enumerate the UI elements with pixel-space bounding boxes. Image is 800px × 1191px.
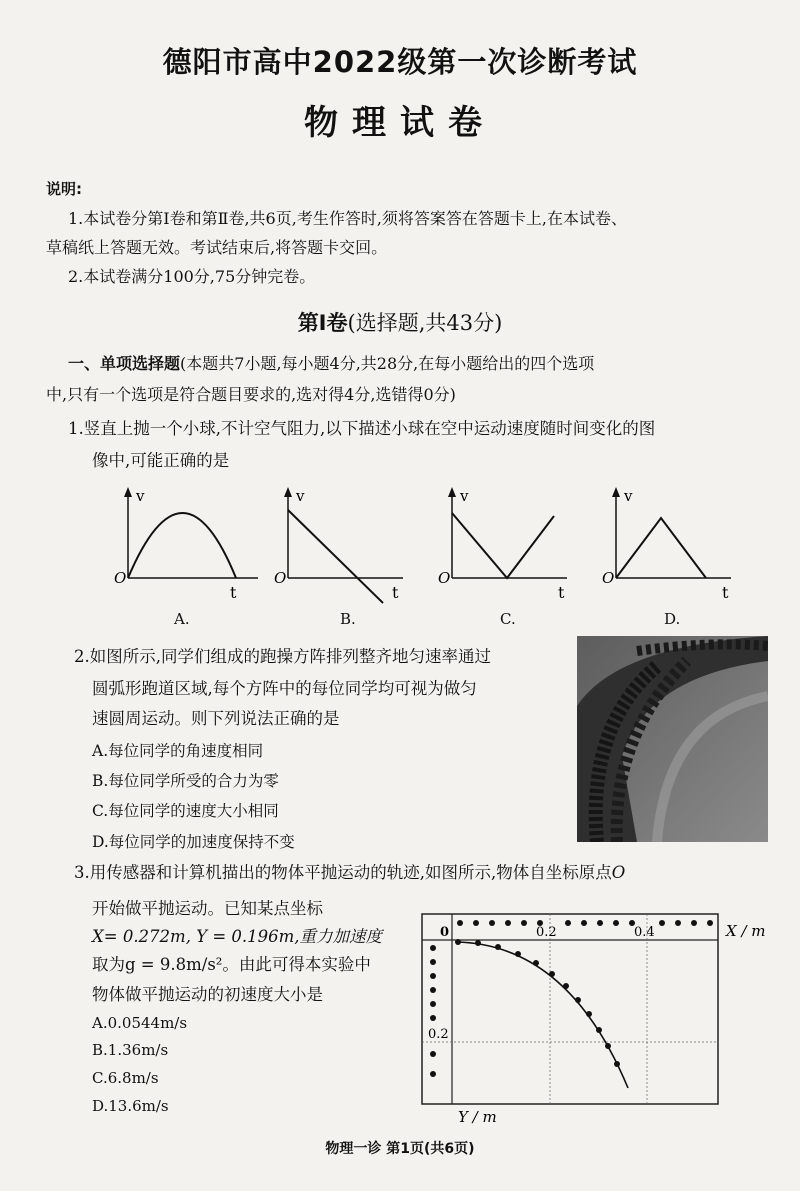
q3-option-a: A.0.0544m/s bbox=[92, 1014, 188, 1032]
y-axis-sample-points bbox=[430, 945, 436, 1077]
q2-option-a: A.每位同学的角速度相同 bbox=[92, 742, 264, 760]
part-title: 一、单项选择题 bbox=[68, 354, 181, 373]
q3-stem-text: 3.用传感器和计算机描出的物体平抛运动的轨迹,如图所示,物体自坐标原点 bbox=[74, 863, 612, 882]
t-label: t bbox=[722, 583, 729, 602]
q2-stem-line-3: 速圆周运动。则下列说法正确的是 bbox=[92, 709, 340, 728]
y-axis-label: Y / m bbox=[458, 1108, 497, 1125]
q3-option-d: D.13.6m/s bbox=[92, 1097, 169, 1115]
origin-label: O bbox=[274, 569, 287, 587]
q1-option-c: C. bbox=[500, 610, 516, 628]
q3-trajectory-graph bbox=[418, 910, 790, 1125]
exam-title: 德阳市高中2022级第一次诊断考试 bbox=[162, 45, 638, 79]
q3-stem-line-4: 取为g = 9.8m/s²。由此可得本实验中 bbox=[92, 955, 371, 974]
t-label: t bbox=[558, 583, 565, 602]
arrowhead-icon bbox=[448, 487, 456, 497]
q2-photo bbox=[577, 636, 768, 842]
v-label: v bbox=[296, 487, 305, 505]
exam-subtitle: 物理试卷 bbox=[304, 103, 496, 143]
origin-label: O bbox=[438, 569, 451, 587]
section-title-rest: (选择题,共43分) bbox=[347, 311, 503, 335]
q3-stem-line-5: 物体做平抛运动的初速度大小是 bbox=[92, 985, 323, 1004]
arrowhead-icon bbox=[284, 487, 292, 497]
q3-stem-origin: O bbox=[611, 863, 626, 882]
q1-stem-line-2: 像中,可能正确的是 bbox=[92, 451, 230, 470]
q2-option-d: D.每位同学的加速度保持不变 bbox=[92, 833, 295, 851]
page-footer: 物理一诊 第1页(共6页) bbox=[325, 1141, 475, 1157]
q2-stem-line-2: 圆弧形跑道区域,每个方阵中的每位同学均可视为做匀 bbox=[92, 679, 477, 698]
trajectory-curve bbox=[456, 942, 628, 1088]
notes-item-1-line-2: 草稿纸上答题无效。考试结束后,将答题卡交回。 bbox=[46, 238, 388, 257]
q3-stem-line-3: X= 0.272m, Y = 0.196m,重力加速度 bbox=[92, 927, 383, 946]
v-label: v bbox=[136, 487, 145, 505]
q1-stem-line-1: 1.竖直上抛一个小球,不计空气阻力,以下描述小球在空中运动速度随时间变化的图 bbox=[68, 419, 656, 438]
notes-heading: 说明: bbox=[46, 180, 82, 198]
v-label: v bbox=[460, 487, 469, 505]
x-tick-0-2: 0.2 bbox=[536, 925, 557, 940]
x-axis-sample-points bbox=[457, 920, 713, 926]
section-title bbox=[0, 307, 800, 337]
parabola-curve bbox=[128, 513, 236, 578]
q1-option-b: B. bbox=[340, 610, 356, 628]
triangle-line bbox=[616, 518, 706, 578]
q2-option-c: C.每位同学的速度大小相同 bbox=[92, 802, 279, 820]
q2-stem-line-1: 2.如图所示,同学们组成的跑操方阵排列整齐地匀速率通过 bbox=[74, 647, 491, 666]
v-shape-line bbox=[452, 513, 554, 578]
part-description-line-2: 中,只有一个选项是符合题目要求的,选对得4分,选错得0分) bbox=[46, 385, 456, 404]
t-label: t bbox=[230, 583, 237, 602]
notes-item-2: 2.本试卷满分100分,75分钟完卷。 bbox=[68, 267, 316, 286]
arrowhead-icon bbox=[612, 487, 620, 497]
q3-stem-line-2: 开始做平抛运动。已知某点坐标 bbox=[92, 899, 323, 918]
trajectory-points bbox=[455, 939, 620, 1067]
x-tick-0-4: 0.4 bbox=[634, 925, 655, 940]
q3-option-c: C.6.8m/s bbox=[92, 1069, 159, 1087]
q1-graph-d bbox=[596, 483, 746, 603]
q1-graph-b bbox=[268, 483, 418, 608]
notes-item-1-line-1: 1.本试卷分第Ⅰ卷和第Ⅱ卷,共6页,考生作答时,须将答案答在答题卡上,在本试卷、 bbox=[68, 209, 627, 228]
q1-option-a: A. bbox=[174, 610, 190, 628]
graph-origin-label: 0 bbox=[440, 925, 450, 940]
v-label: v bbox=[624, 487, 633, 505]
x-axis-label: X / m bbox=[726, 922, 766, 940]
q1-graph-c bbox=[432, 483, 582, 603]
part-description-line-1 bbox=[68, 353, 594, 375]
arrowhead-icon bbox=[124, 487, 132, 497]
part-description-rest: (本题共7小题,每小题4分,共28分,在每小题给出的四个选项 bbox=[180, 354, 595, 373]
q1-option-d: D. bbox=[664, 610, 681, 628]
q1-graph-a bbox=[108, 483, 268, 603]
origin-label: O bbox=[114, 569, 127, 587]
q3-stem-line-1 bbox=[74, 862, 625, 884]
q2-option-b: B.每位同学所受的合力为零 bbox=[92, 772, 279, 790]
section-title-bold: 第Ⅰ卷 bbox=[297, 311, 348, 335]
y-tick-0-2: 0.2 bbox=[428, 1027, 449, 1042]
linear-line bbox=[288, 510, 383, 603]
origin-label: O bbox=[602, 569, 615, 587]
t-label: t bbox=[392, 583, 399, 602]
q3-option-b: B.1.36m/s bbox=[92, 1041, 169, 1059]
